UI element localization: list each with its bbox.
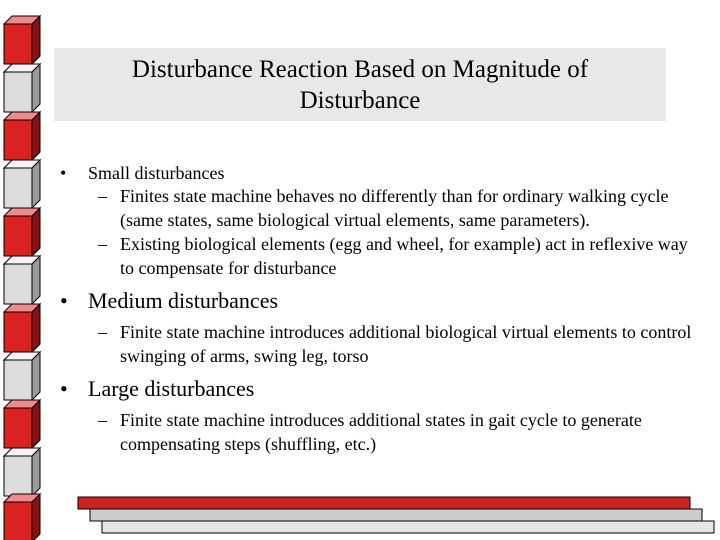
red-cube-3 [4,208,40,256]
sub-bullet: – Finites state machine behaves no differently than for ordinary walking cycle (same states, same biological virtual elements, same parameters). [58,184,698,232]
gray-cube-5 [4,448,40,496]
bottom-bar-2 [90,509,702,521]
decorative-cube-column [0,0,44,540]
bullet-medium-disturbances: • Medium disturbances [58,288,698,314]
red-cube-4 [4,304,40,352]
sub-bullet: – Finite state machine introduces additional biological virtual elements to control swinging of arms, swing leg, torso [58,320,698,368]
slide-title: Disturbance Reaction Based on Magnitude of Disturbance [131,55,589,114]
bullet-large-disturbances: • Large disturbances [58,376,698,402]
red-cube-1 [4,16,40,64]
gray-cube-2 [4,160,40,208]
red-cube-2 [4,112,40,160]
gray-cube-4 [4,352,40,400]
bullet-list [58,162,698,456]
title-box [54,48,666,121]
red-cube-5 [4,400,40,448]
gray-cube-3 [4,256,40,304]
gray-cube-1 [4,64,40,112]
bottom-bar-3 [102,521,714,533]
sub-bullet: – Finite state machine introduces additional states in gait cycle to generate compensating steps (shuffling, etc.) [58,408,698,456]
red-cube-6 [4,494,40,540]
sub-bullet: – Existing biological elements (egg and wheel, for example) act in reflexive way to compensate for disturbance [58,232,698,280]
bullet-small-disturbances: • Small disturbances [58,162,698,184]
bottom-bar-1 [78,497,690,509]
